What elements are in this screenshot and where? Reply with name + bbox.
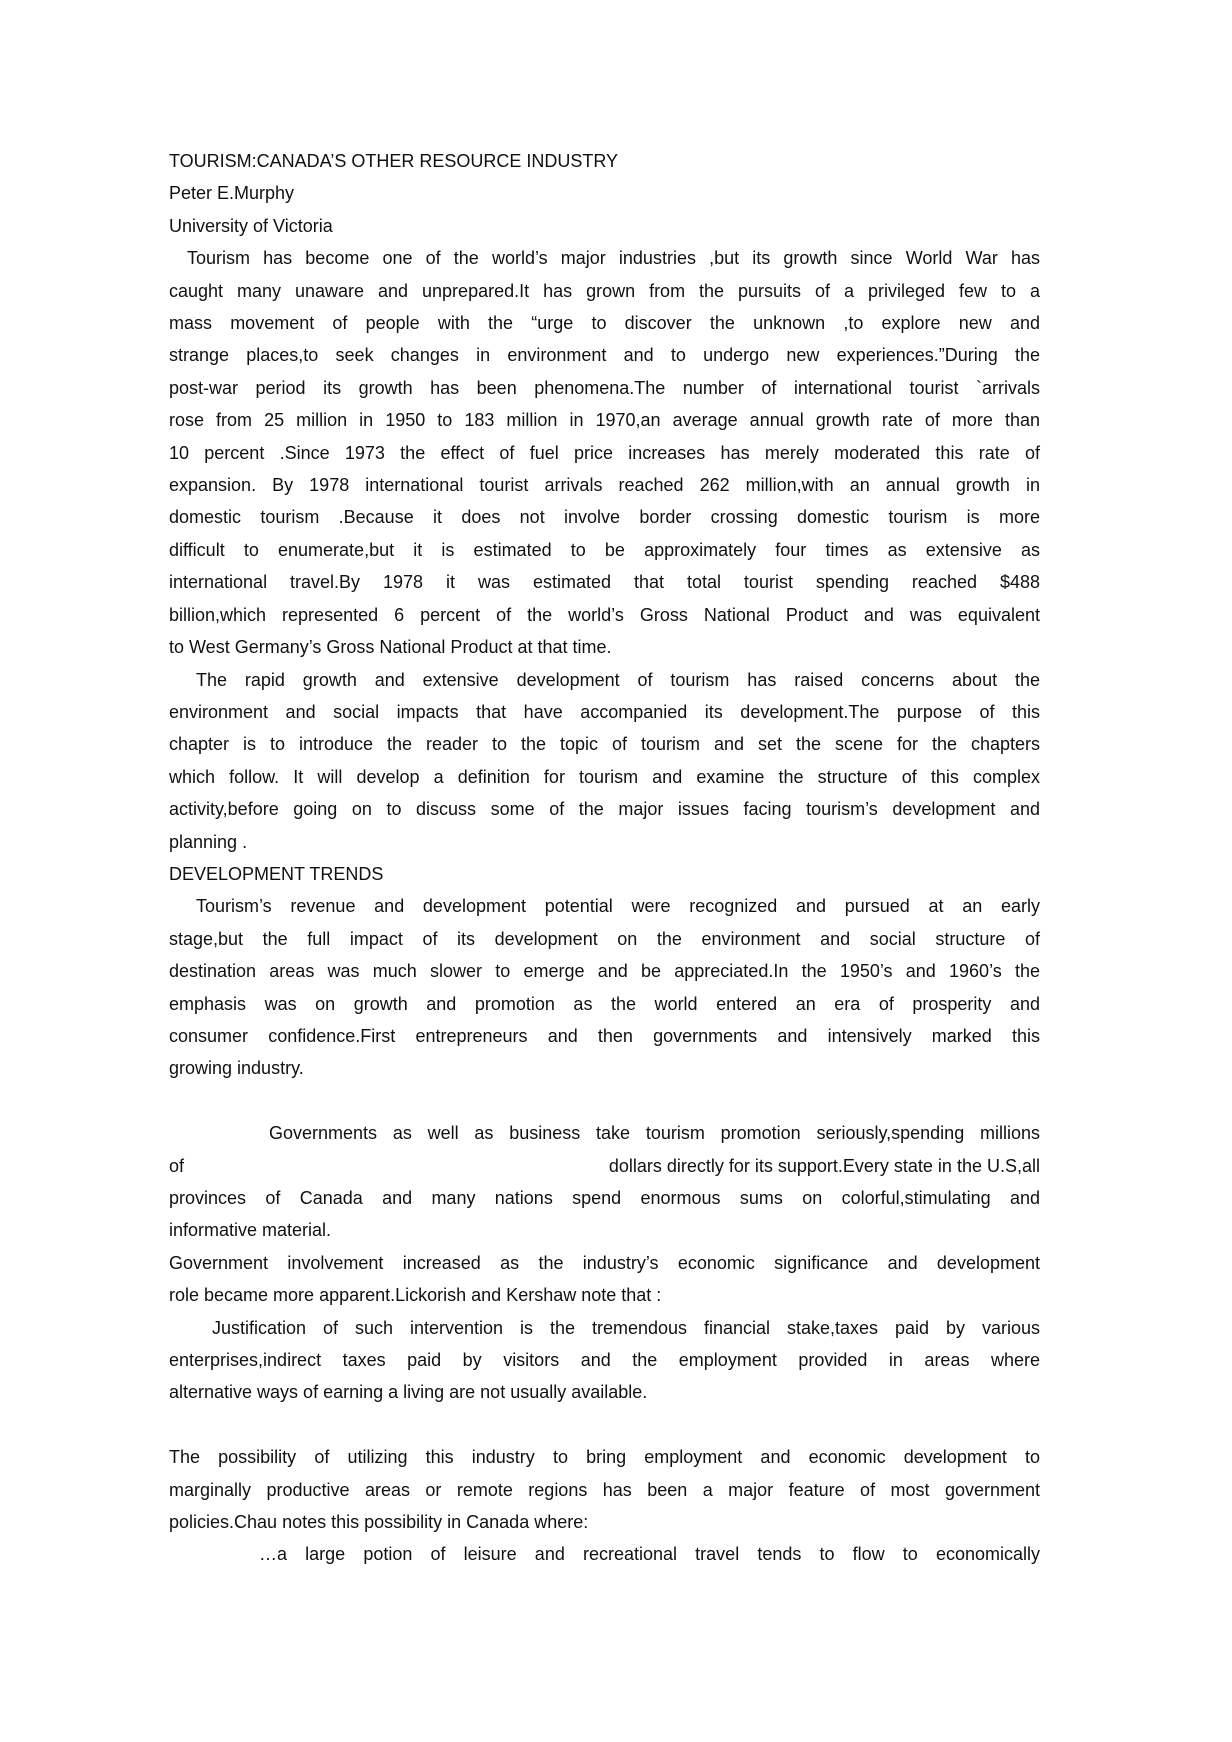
- text-segment: of: [169, 1155, 185, 1176]
- text-line: destination areas was much slower to emerge and be appreciated.In the 1950’s and 1960’s the: [169, 961, 1040, 982]
- text-line: Tourism’s revenue and development potential were recognized and pursued at an early: [196, 896, 1040, 917]
- blank-line: [169, 1409, 1040, 1441]
- text-line: post-war period its growth has been phenomena.The number of international tourist `arrivals: [169, 377, 1040, 398]
- text-line: growing industry.: [169, 1058, 304, 1079]
- text-line: alternative ways of earning a living are not usually available.: [169, 1382, 648, 1403]
- document-title: TOURISM:CANADA’S OTHER RESOURCE INDUSTRY: [169, 151, 619, 171]
- text-line: caught many unaware and unprepared.It has grown from the pursuits of a privileged few to a: [169, 280, 1040, 301]
- paragraph-government-involvement: [169, 1247, 1040, 1312]
- text-line: mass movement of people with the “urge to discover the unknown ,to explore new and: [169, 313, 1040, 334]
- text-line: policies.Chau notes this possibility in Canada where:: [169, 1512, 589, 1533]
- text-line: activity,before going on to discuss some of the major issues facing tourism’s development and: [169, 799, 1040, 820]
- text-line: international travel.By 1978 it was estimated that total tourist spending reached $488: [169, 572, 1040, 593]
- document-author: Peter E.Murphy: [169, 183, 295, 204]
- text-line: consumer confidence.First entrepreneurs and then governments and intensively marked this: [169, 1025, 1040, 1046]
- text-line: [169, 1150, 1040, 1182]
- text-line: marginally productive areas or remote regions has been a major feature of most government: [169, 1479, 1040, 1500]
- text-line: planning .: [169, 831, 248, 852]
- text-line: 10 percent .Since 1973 the effect of fuel price increases has merely moderated this rate of: [169, 442, 1040, 463]
- text-line: emphasis was on growth and promotion as the world entered an era of prosperity and: [169, 993, 1040, 1014]
- text-line: which follow. It will develop a definition for tourism and examine the structure of this complex: [169, 766, 1040, 787]
- text-segment: dollars directly for its support.Every state in the U.S,all: [608, 1155, 1040, 1176]
- paragraph-possibility: [169, 1441, 1040, 1538]
- text-line: enterprises,indirect taxes paid by visitors and the employment provided in areas where: [169, 1350, 1040, 1371]
- text-line: informative material.: [169, 1220, 332, 1241]
- document-affiliation: University of Victoria: [169, 215, 333, 236]
- document-body: [169, 145, 1040, 1571]
- text-line: provinces of Canada and many nations spend enormous sums on colorful,stimulating and: [169, 1187, 1040, 1208]
- text-line: environment and social impacts that have accompanied its development.The purpose of this: [169, 701, 1040, 722]
- paragraph-justification-quote: [169, 1312, 1040, 1409]
- text-line: Justification of such intervention is the tremendous financial stake,taxes paid by various: [212, 1317, 1040, 1338]
- paragraph-chau-quote: [169, 1538, 1040, 1570]
- section-heading: DEVELOPMENT TRENDS: [169, 863, 384, 884]
- text-line: stage,but the full impact of its development on the environment and social structure of: [169, 928, 1040, 949]
- text-line: strange places,to seek changes in environment and to undergo new experiences.”During the: [169, 345, 1040, 366]
- text-line: expansion. By 1978 international tourist arrivals reached 262 million,with an annual growth in: [169, 475, 1040, 496]
- text-line: …a large potion of leisure and recreational travel tends to flow to economically: [259, 1544, 1040, 1565]
- blank-line: [169, 1085, 1040, 1117]
- text-line: domestic tourism .Because it does not involve border crossing domestic tourism is more: [169, 507, 1040, 528]
- text-line: The possibility of utilizing this industry to bring employment and economic development to: [169, 1447, 1040, 1468]
- text-line: difficult to enumerate,but it is estimated to be approximately four times as extensive as: [169, 539, 1040, 560]
- text-line: to West Germany’s Gross National Product at that time.: [169, 637, 612, 658]
- paragraph-intro: [169, 242, 1040, 663]
- text-line: Government involvement increased as the industry’s economic significance and development: [169, 1252, 1040, 1273]
- text-line: billion,which represented 6 percent of the world’s Gross National Product and was equivalent: [169, 604, 1040, 625]
- text-line: Tourism has become one of the world’s major industries ,but its growth since World War has: [187, 248, 1040, 269]
- text-line: The rapid growth and extensive development of tourism has raised concerns about the: [196, 669, 1040, 690]
- paragraph-development-trends: [169, 890, 1040, 1084]
- paragraph-rapid-growth: [169, 664, 1040, 858]
- text-line: role became more apparent.Lickorish and Kershaw note that :: [169, 1285, 662, 1306]
- text-line: Governments as well as business take tourism promotion seriously,spending millions: [269, 1123, 1040, 1144]
- text-line: chapter is to introduce the reader to the topic of tourism and set the scene for the chapters: [169, 734, 1040, 755]
- paragraph-governments-promotion: [169, 1117, 1040, 1247]
- text-line: rose from 25 million in 1950 to 183 million in 1970,an average annual growth rate of more than: [169, 410, 1040, 431]
